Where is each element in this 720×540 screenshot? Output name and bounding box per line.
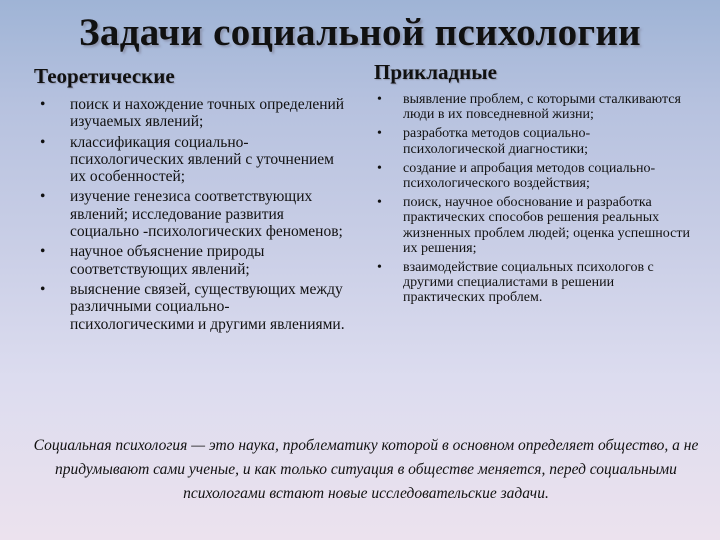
list-item: [377, 161, 692, 191]
list-item: [377, 195, 692, 256]
bullet-icon: •: [377, 92, 382, 107]
footer-definition: Социальная психология — это наука, проблематику которой в основном определяет общество, а не придумывают сами ученые, и как только ситуация в обществе меняется, перед социальными психологами встают новые исследовательские задачи.: [33, 437, 699, 502]
list-item: [40, 281, 352, 333]
list-item: [40, 188, 352, 240]
bullet-icon: •: [40, 188, 46, 206]
bullet-icon: •: [377, 195, 382, 211]
list-item-text: создание и апробация методов социально-психологического воздействия;: [403, 160, 656, 192]
list-item: [40, 243, 352, 278]
list-item-text: поиск, научное обоснование и разработка практических способов решения реальных жизненных проблем людей; оценка успешности их решения;: [403, 195, 690, 256]
list-item-text: разработка методов социально-психологической диагностики;: [403, 126, 591, 157]
bullet-icon: •: [377, 260, 382, 276]
bullet-icon: •: [377, 126, 382, 142]
list-item-text: научное объяснение природы соответствующих явлений;: [70, 243, 265, 278]
list-item-text: выяснение связей, существующих между различными социально-психологическими и другими явлениями.: [70, 280, 345, 333]
bullet-icon: •: [377, 160, 382, 176]
bullet-icon: •: [40, 243, 46, 261]
theoretical-task-list: [40, 96, 352, 336]
bullet-icon: •: [40, 133, 46, 151]
theoretical-heading: Теоретические: [34, 64, 175, 88]
list-item-text: поиск и нахождение точных определений изучаемых явлений;: [70, 96, 345, 131]
list-item: [40, 96, 352, 131]
list-item-text: взаимодействие социальных психологов с другими специалистами в решении практических проблем.: [403, 260, 654, 306]
list-item-text: выявление проблем, с которыми сталкиваются люди в их повседневной жизни;: [403, 92, 681, 123]
list-item-text: изучение генезиса соответствующих явлений; исследование развития социально -психологических феноменов;: [70, 188, 343, 241]
applied-heading: Прикладные: [374, 60, 497, 84]
list-item-text: классификация социально-психологических явлений с уточнением их особенностей;: [70, 133, 334, 186]
bullet-icon: •: [40, 280, 46, 298]
list-item: [377, 92, 692, 122]
slide-title: Задачи социальной психологии: [79, 11, 641, 54]
list-item: [40, 134, 352, 186]
list-item: [377, 126, 692, 156]
list-item: [377, 260, 692, 306]
bullet-icon: •: [40, 96, 46, 113]
applied-task-list: [377, 92, 692, 310]
